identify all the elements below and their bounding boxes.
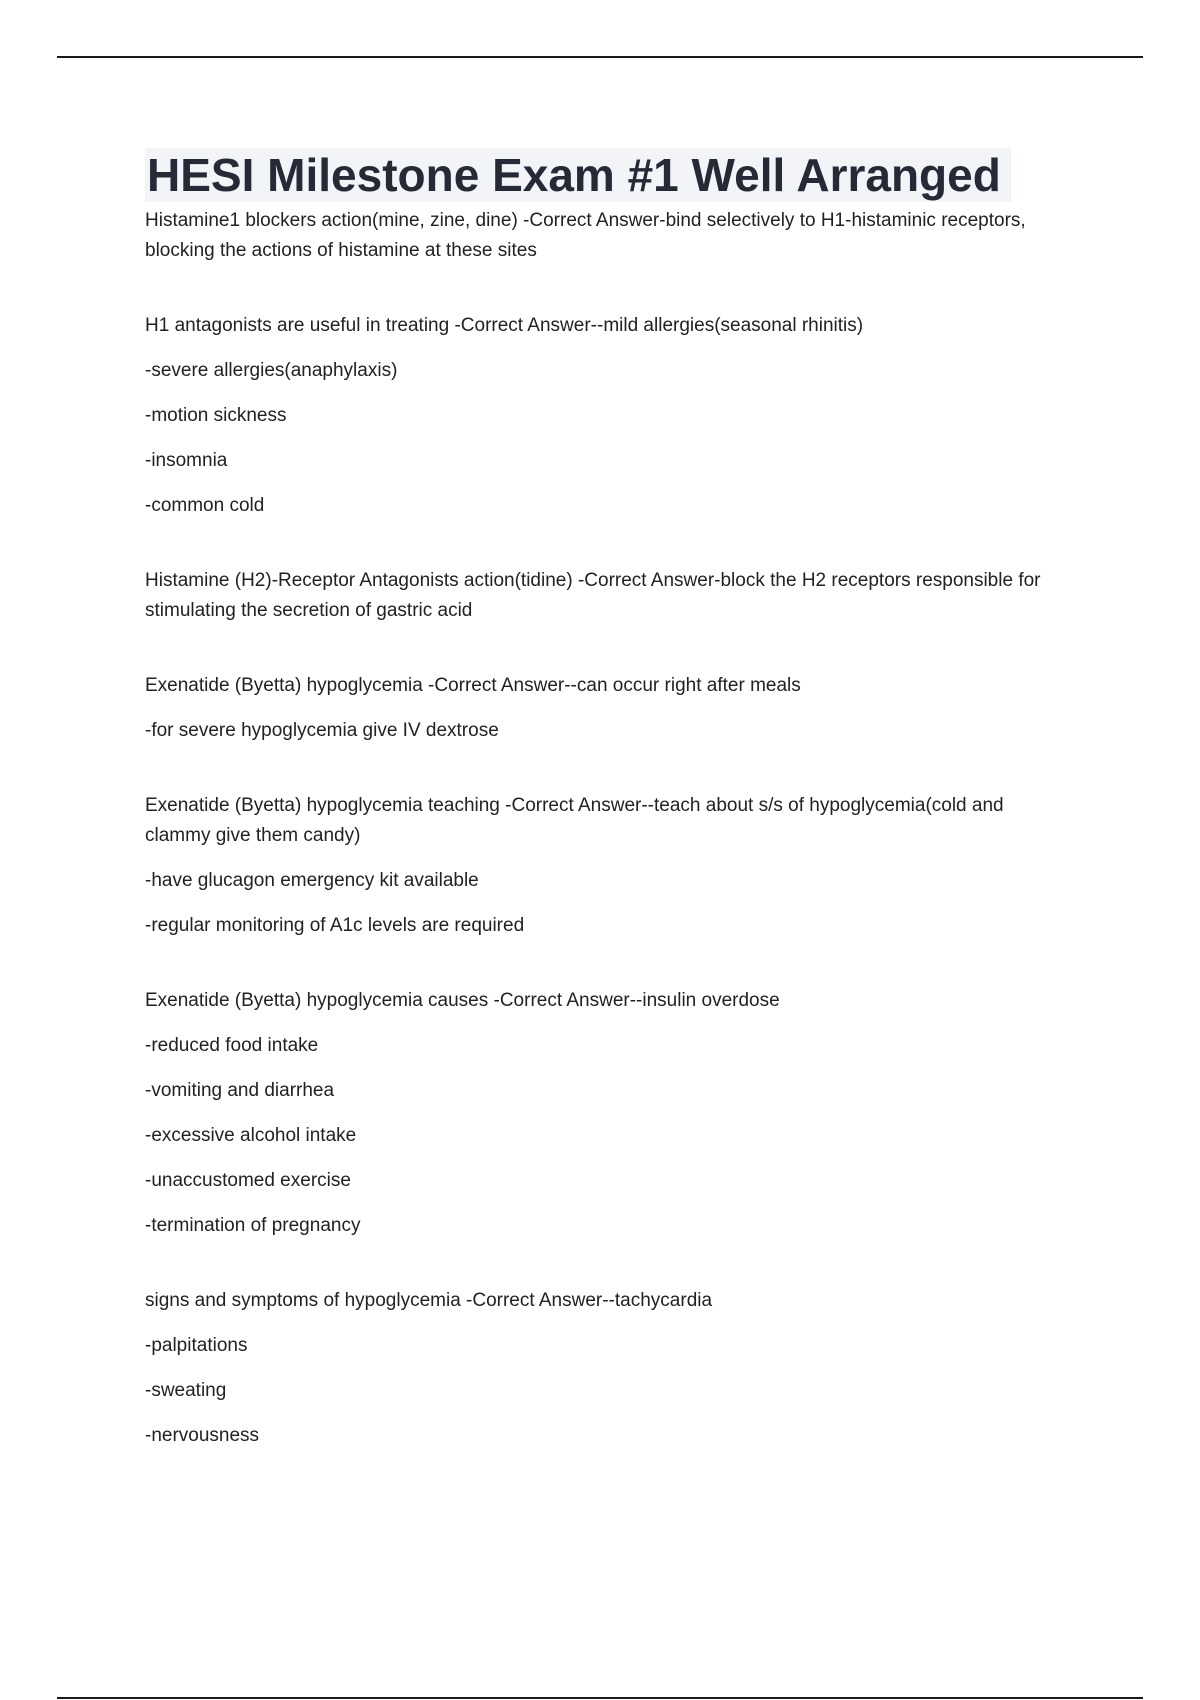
qa-line: -motion sickness [145,405,287,426]
qa-line: -have glucagon emergency kit available [145,870,479,891]
qa-card [145,671,1045,746]
document-title: HESI Milestone Exam #1 Well Arranged [145,148,1011,202]
qa-line: -unaccustomed exercise [145,1170,351,1191]
qa-card [145,791,1045,941]
qa-line: signs and symptoms of hypoglycemia -Correct Answer--tachycardia [145,1290,713,1311]
qa-line: -for severe hypoglycemia give IV dextrose [145,720,499,741]
qa-line: -vomiting and diarrhea [145,1080,335,1101]
bottom-rule [57,1697,1143,1699]
qa-card [145,1286,1045,1451]
qa-card [145,986,1045,1241]
qa-line: -sweating [145,1380,227,1401]
qa-line: -severe allergies(anaphylaxis) [145,360,398,381]
qa-line: -reduced food intake [145,1035,319,1056]
document-body [145,148,1045,1451]
qa-line: Histamine (H2)-Receptor Antagonists action(tidine) -Correct Answer-block the H2 receptors responsible for stimulating the secretion of gastric acid [145,570,1041,621]
qa-line: H1 antagonists are useful in treating -Correct Answer--mild allergies(seasonal rhinitis) [145,315,864,336]
qa-line: Histamine1 blockers action(mine, zine, dine) -Correct Answer-bind selectively to H1-histaminic receptors, blocking the actions of histamine at these sites [145,210,1026,261]
top-rule [57,56,1143,58]
qa-card [145,311,1045,521]
qa-line: Exenatide (Byetta) hypoglycemia causes -Correct Answer--insulin overdose [145,990,780,1011]
qa-line: -nervousness [145,1425,260,1446]
qa-line: -termination of pregnancy [145,1215,361,1236]
qa-line: -excessive alcohol intake [145,1125,357,1146]
qa-card [145,206,1045,266]
qa-card [145,566,1045,626]
qa-line: -common cold [145,495,265,516]
qa-line: -regular monitoring of A1c levels are required [145,915,525,936]
qa-line: Exenatide (Byetta) hypoglycemia -Correct Answer--can occur right after meals [145,675,801,696]
qa-line: -insomnia [145,450,228,471]
qa-line: -palpitations [145,1335,248,1356]
qa-line: Exenatide (Byetta) hypoglycemia teaching -Correct Answer--teach about s/s of hypoglycemia(cold and clammy give them candy) [145,795,1004,846]
